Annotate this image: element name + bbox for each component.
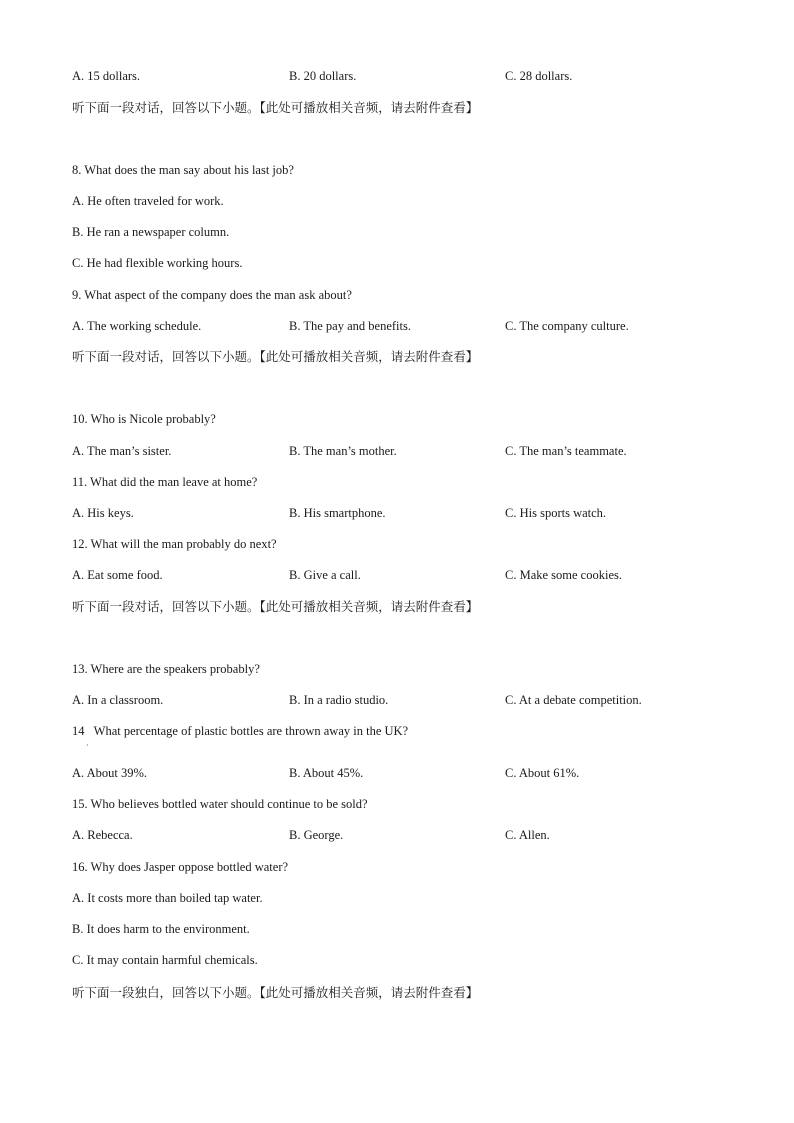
q12-options — [72, 567, 752, 583]
dialogue-instruction-3: 听下面一段对话，回答以下小题。【此处可播放相关音频，请去附件查看】 — [72, 599, 479, 614]
q14-stem: 14 What percentage of plastic bottles are thrown away in the UK? — [72, 724, 409, 738]
q7-option-a: A. 15 dollars. — [72, 69, 141, 83]
q12-option-b: B. Give a call. — [289, 568, 361, 582]
q8-option-a: A. He often traveled for work. — [72, 194, 224, 208]
q12-stem: 12. What will the man probably do next? — [72, 537, 277, 551]
q16-option-c: C. It may contain harmful chemicals. — [72, 953, 258, 967]
q9-option-c: C. The company culture. — [505, 319, 629, 333]
q8-stem: 8. What does the man say about his last job? — [72, 163, 294, 177]
q15-options — [72, 827, 752, 843]
q8-option-c: C. He had flexible working hours. — [72, 256, 243, 270]
q16-option-a: A. It costs more than boiled tap water. — [72, 891, 263, 905]
q7-options — [72, 68, 752, 84]
q7-option-b: B. 20 dollars. — [289, 69, 357, 83]
q13-stem: 13. Where are the speakers probably? — [72, 662, 260, 676]
q10-stem: 10. Who is Nicole probably? — [72, 412, 216, 426]
q9-option-b: B. The pay and benefits. — [289, 319, 411, 333]
q13-option-b: B. In a radio studio. — [289, 693, 389, 707]
q14-stray-dot: · — [86, 741, 89, 750]
q13-option-c: C. At a debate competition. — [505, 693, 642, 707]
q10-option-b: B. The man’s mother. — [289, 444, 397, 458]
q13-option-a: A. In a classroom. — [72, 693, 164, 707]
q15-stem: 15. Who believes bottled water should continue to be sold? — [72, 797, 368, 811]
q14-option-c: C. About 61%. — [505, 766, 580, 780]
q9-stem: 9. What aspect of the company does the man ask about? — [72, 288, 352, 302]
q8-option-b: B. He ran a newspaper column. — [72, 225, 230, 239]
q10-option-c: C. The man’s teammate. — [505, 444, 627, 458]
q12-option-c: C. Make some cookies. — [505, 568, 622, 582]
q16-stem: 16. Why does Jasper oppose bottled water? — [72, 860, 289, 874]
q11-stem: 11. What did the man leave at home? — [72, 475, 258, 489]
dialogue-instruction-1: 听下面一段对话，回答以下小题。【此处可播放相关音频，请去附件查看】 — [72, 100, 479, 115]
q10-options — [72, 443, 752, 459]
q11-option-c: C. His sports watch. — [505, 506, 607, 520]
q11-option-b: B. His smartphone. — [289, 506, 386, 520]
q12-option-a: A. Eat some food. — [72, 568, 163, 582]
dialogue-instruction-2: 听下面一段对话，回答以下小题。【此处可播放相关音频，请去附件查看】 — [72, 349, 479, 364]
q15-option-a: A. Rebecca. — [72, 828, 133, 842]
q16-option-b: B. It does harm to the environment. — [72, 922, 250, 936]
q9-options — [72, 318, 752, 334]
monologue-instruction: 听下面一段独白，回答以下小题。【此处可播放相关音频，请去附件查看】 — [72, 985, 479, 1000]
q9-option-a: A. The working schedule. — [72, 319, 202, 333]
q14-options — [72, 765, 752, 781]
q10-option-a: A. The man’s sister. — [72, 444, 172, 458]
q11-options — [72, 505, 752, 521]
q13-options — [72, 692, 752, 708]
q14-option-a: A. About 39%. — [72, 766, 147, 780]
q15-option-c: C. Allen. — [505, 828, 550, 842]
q11-option-a: A. His keys. — [72, 506, 134, 520]
q14-option-b: B. About 45%. — [289, 766, 364, 780]
q7-option-c: C. 28 dollars. — [505, 69, 573, 83]
q15-option-b: B. George. — [289, 828, 344, 842]
